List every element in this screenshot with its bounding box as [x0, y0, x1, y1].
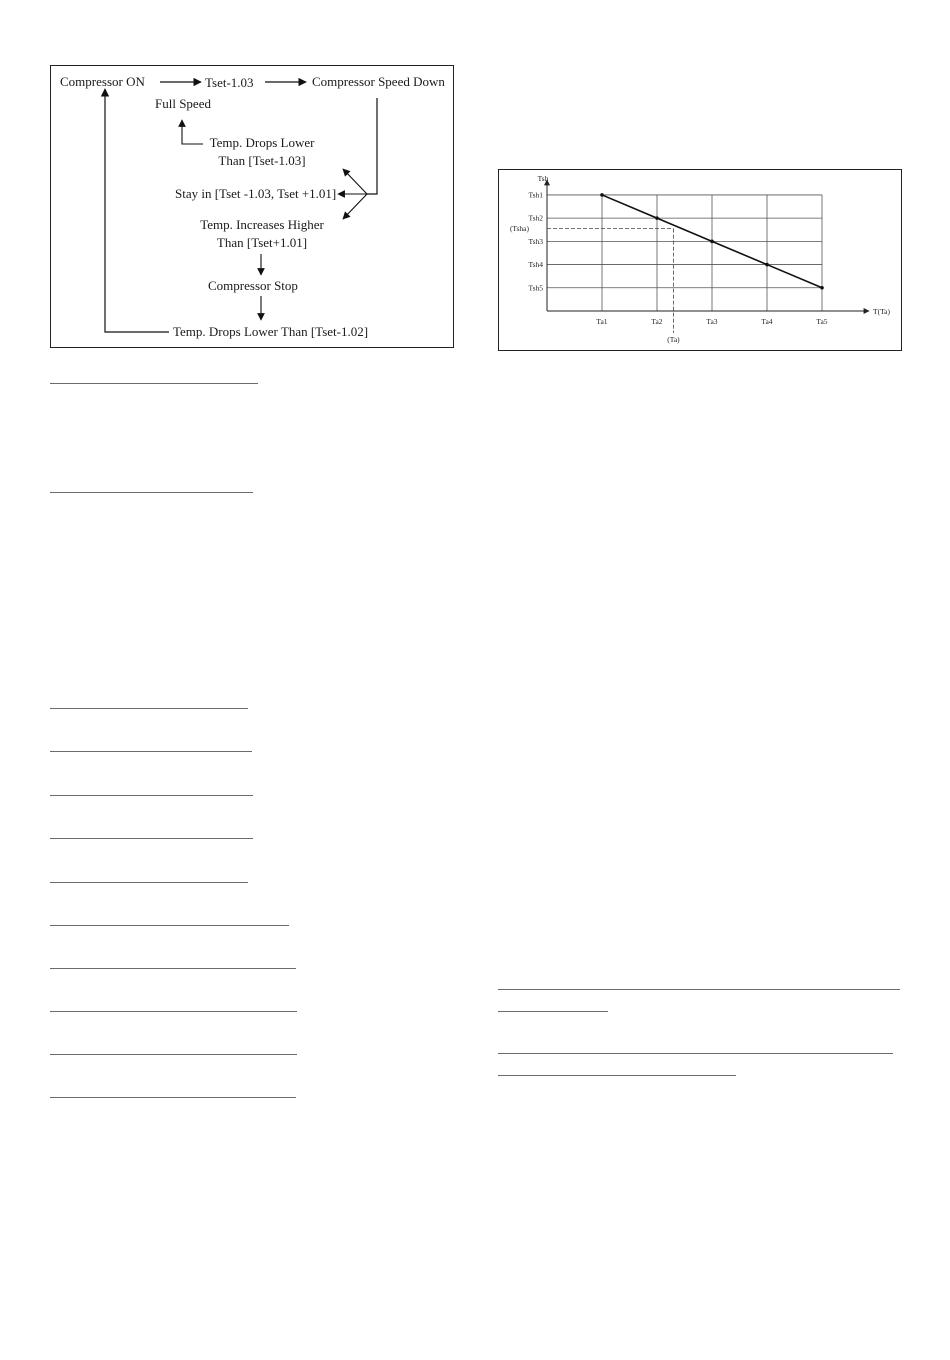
compressor-stop-label: Compressor Stop — [208, 278, 298, 293]
increases-line1: Temp. Increases Higher — [200, 217, 324, 232]
text-rule — [498, 989, 900, 990]
tset-103-label: Tset-1.03 — [205, 75, 254, 90]
flowchart-connectors — [51, 66, 453, 347]
x-tick-label: Ta4 — [761, 317, 773, 326]
y-tick-label: Tsh2 — [528, 213, 543, 223]
x-tick-label: Ta1 — [596, 317, 608, 326]
text-rule — [50, 838, 253, 839]
data-point — [655, 216, 659, 220]
x-tick-label: Ta5 — [816, 317, 828, 326]
y-tick-label: Tsh4 — [528, 260, 543, 270]
text-rule — [50, 751, 252, 752]
y-tick-label: Tsh1 — [528, 190, 543, 200]
text-rule — [50, 1097, 296, 1098]
text-rule — [498, 1053, 893, 1054]
text-rule — [50, 1011, 297, 1012]
drops-lower-102-label: Temp. Drops Lower Than [Tset-1.02] — [173, 324, 369, 339]
drops-lower-line2: Than [Tset-1.03] — [218, 153, 306, 168]
drops-lower-line1: Temp. Drops Lower — [209, 135, 315, 150]
y-axis-title: Tsh — [537, 174, 549, 183]
x-tick-label: Ta2 — [651, 317, 663, 326]
text-rule — [50, 708, 248, 709]
x-axis-title: T(Ta) — [873, 307, 890, 316]
increases-line2: Than [Tset+1.01] — [216, 235, 308, 250]
compressor-on-label: Compressor ON — [60, 74, 145, 89]
text-rule — [50, 968, 296, 969]
text-rule — [498, 1075, 736, 1076]
data-point — [765, 263, 769, 267]
tsh-ta-chart — [498, 169, 902, 351]
data-point — [710, 240, 714, 244]
text-rule — [50, 492, 253, 493]
interpolation-x-label: (Ta) — [667, 335, 680, 344]
compressor-control-flowchart — [50, 65, 454, 348]
data-point — [600, 193, 604, 197]
y-tick-label: Tsh3 — [528, 236, 543, 246]
text-rule — [50, 882, 248, 883]
text-rule — [50, 1054, 297, 1055]
data-point — [820, 286, 824, 290]
text-rule — [50, 795, 253, 796]
text-rule — [50, 383, 258, 384]
x-tick-label: Ta3 — [706, 317, 718, 326]
y-tick-label: Tsh5 — [528, 283, 543, 293]
stay-in-range-label: Stay in [Tset -1.03, Tset +1.01] — [175, 186, 337, 201]
speed-down-label: Compressor Speed Down — [312, 74, 445, 89]
interpolation-y-label: (Tsha) — [509, 224, 529, 234]
tsh-ta-chart-svg — [499, 170, 901, 350]
text-rule — [50, 925, 289, 926]
full-speed-label: Full Speed — [155, 96, 211, 111]
text-rule — [498, 1011, 608, 1012]
